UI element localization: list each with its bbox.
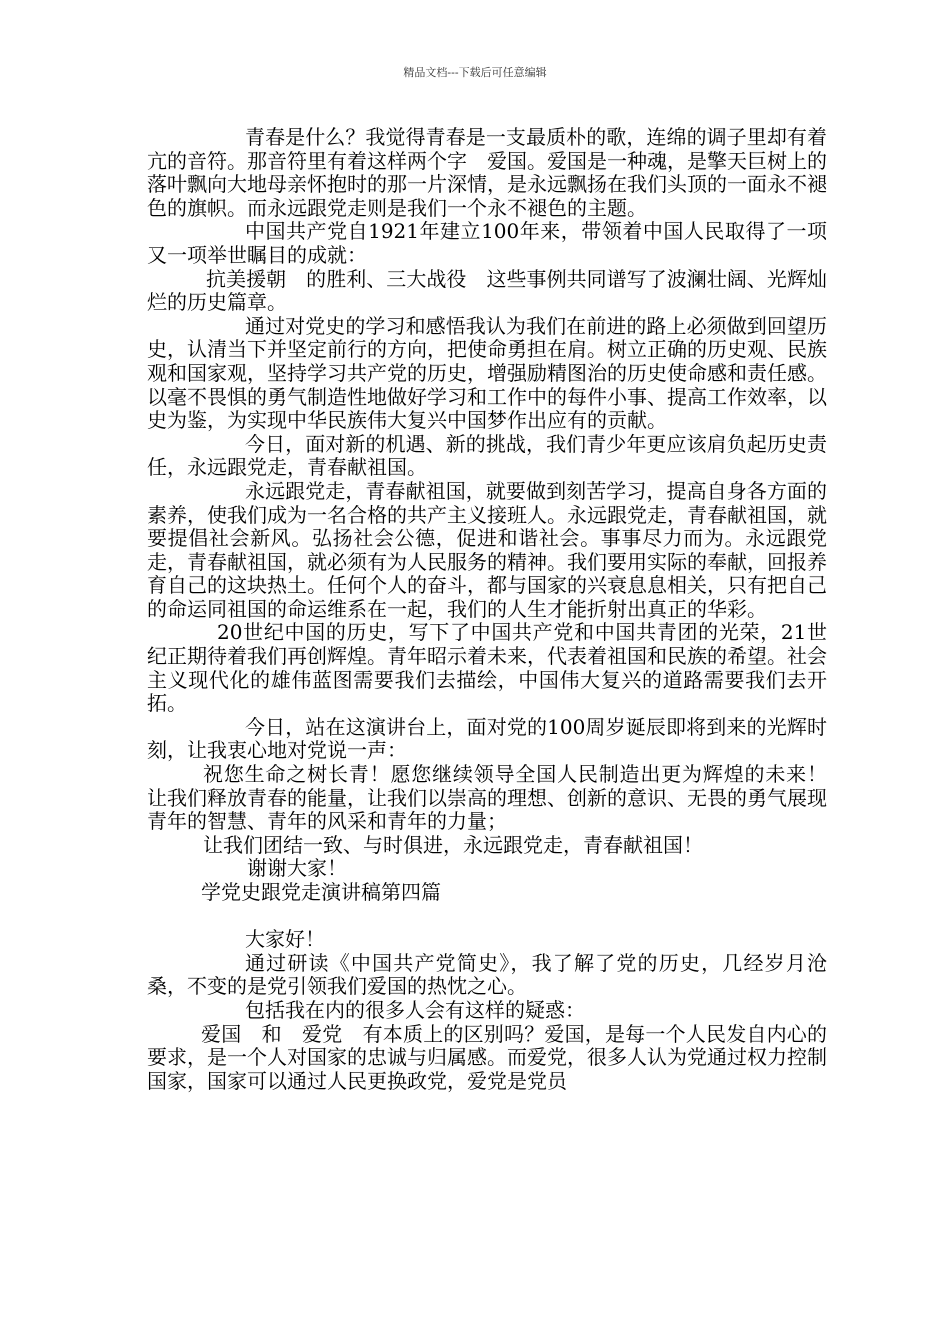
paragraph: 祝您生命之树长青！愿您继续领导全国人民制造出更为辉煌的未来！ 让我们释放青春的能量，让我们以崇高的理想、创新的意识、无畏的勇气展现青年的智慧、青年的风采和青年的力量； — [147, 762, 847, 834]
paragraph: 20世纪中国的历史，写下了中国共产党和中国共青团的光荣，21世纪正期待着我们再创辉煌。青年昭示着未来，代表着祖国和民族的希望。社会主义现代化的雄伟蓝图需要我们去描绘，中国伟大复兴的道路需要我们去开拓。 — [147, 620, 827, 716]
page-header: 精品文档---下载后可任意编辑 — [403, 66, 547, 79]
paragraph: 通过研读《中国共产党简史》，我了解了党的历史，几经岁月沧桑，不变的是党引领我们爱国的热忱之心。 — [147, 950, 827, 999]
paragraph: 永远跟党走，青春献祖国，就要做到刻苦学习，提高自身各方面的素养，使我们成为一名合格的共产主义接班人。永远跟党走，青春献祖国，就要提倡社会新风。弘扬社会公德，促进和谐社会。事事尽力而为。永远跟党走，青春献祖国，就必须有为人民服务的精神。我们要用实际的奉献，回报养育自己的这块热土。任何个人的奋斗，都与国家的兴衰息息相关，只有把自己的命运同祖国的命运维系在一起，我们的人生才能折射出真正的华彩。 — [147, 478, 827, 621]
section-heading: 学党史跟党走演讲稿第四篇 — [201, 880, 441, 904]
paragraph: 今日，站在这演讲台上，面对党的100周岁诞辰即将到来的光辉时刻，让我衷心地对党说一声： — [147, 714, 827, 763]
paragraph: 通过对党史的学习和感悟我认为我们在前进的路上必须做到回望历史，认清当下并坚定前行的方向，把使命勇担在肩。树立正确的历史观、民族观和国家观，坚持学习共产党的历史，增强励精图治的历史使命感和责任感。以毫不畏惧的勇气制造性地做好学习和工作中的每件小事、提高工作效率，以史为鉴，为实现中华民族伟大复兴中国梦作出应有的贡献。 — [147, 313, 827, 433]
paragraph: 让我们团结一致、与时俱进，永远跟党走，青春献祖国！ — [203, 832, 703, 857]
paragraph: 大家好！ — [245, 927, 325, 952]
paragraph: 今日，面对新的机遇、新的挑战，我们青少年更应该肩负起历史责任，永远跟党走，青春献祖国。 — [147, 431, 827, 480]
document-body — [147, 125, 847, 1093]
paragraph: 谢谢大家！ — [247, 856, 347, 881]
paragraph: 中国共产党自1921年建立100年来，带领着中国人民取得了一项又一项举世瞩目的成就： — [147, 219, 827, 267]
paragraph: 爱国 和 爱党 有本质上的区别吗？爱国，是每一个人民发自内心的要求，是一个人对国家的忠诚与归属感。而爱党，很多人认为党通过权力控制国家，国家可以通过人民更换政党，爱党是党员 — [147, 1021, 827, 1093]
paragraph: 抗美援朝 的胜利、三大战役 这些事例共同谱写了波澜壮阔、光辉灿烂的历史篇章。 — [147, 266, 827, 315]
blank-line — [147, 905, 827, 929]
paragraph: 包括我在内的很多人会有这样的疑惑： — [245, 997, 585, 1022]
paragraph: 青春是什么？我觉得青春是一支最质朴的歌，连绵的调子里却有着亢的音符。那音符里有着这样两个字 爱国。爱国是一种魂，是擎天巨树上的落叶飘向大地母亲怀抱时的那一片深情，是永远飘扬在我们头顶的一面永不褪色的旗帜。而永远跟党走则是我们一个永不褪色的主题。 — [147, 125, 827, 220]
